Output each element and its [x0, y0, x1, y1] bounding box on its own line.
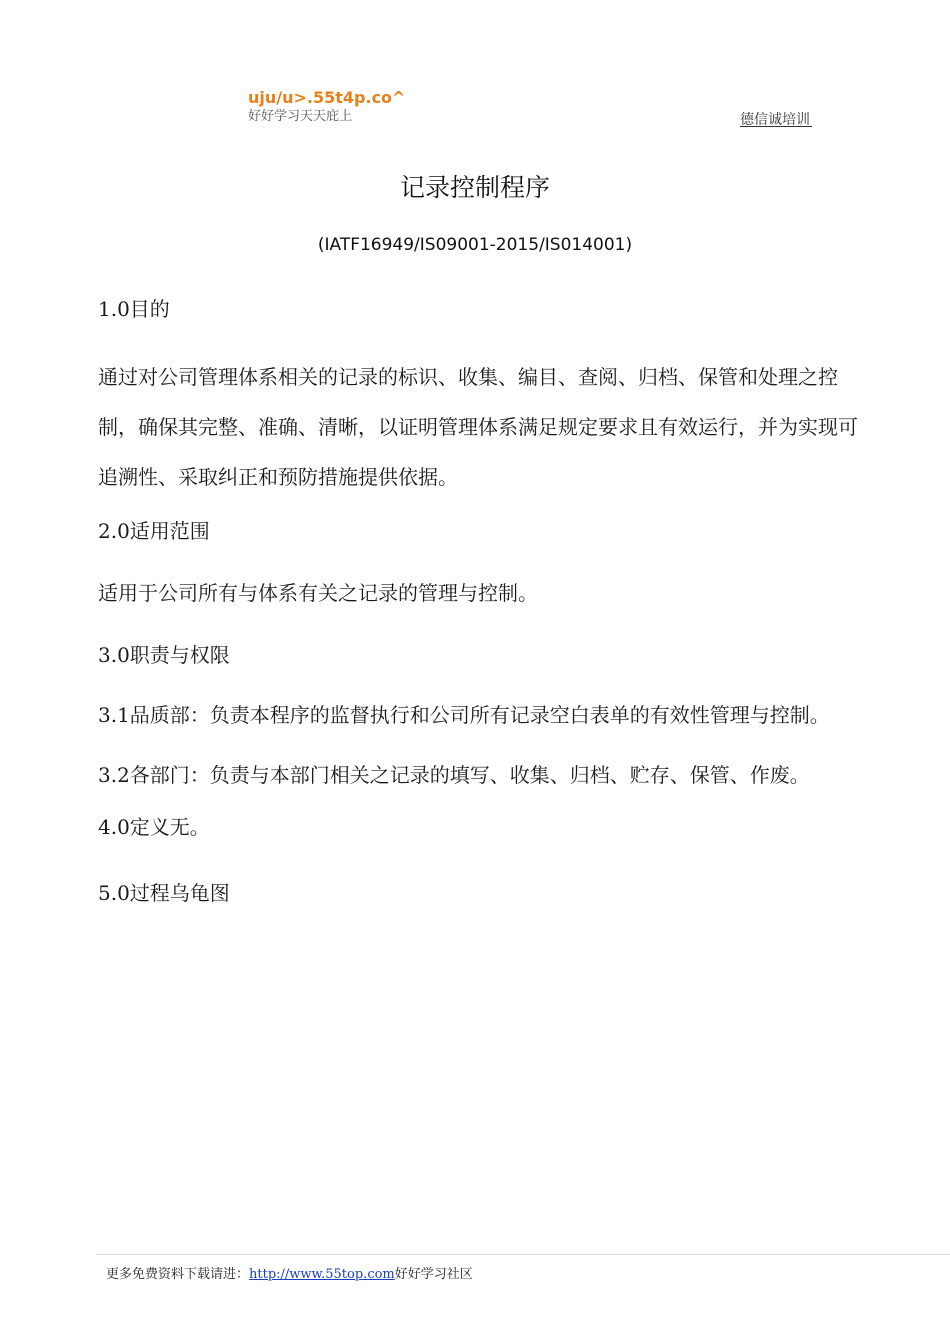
section-paragraph-purpose: 通过对公司管理体系相关的记录的标识、收集、编目、查阅、归档、保管和处理之控制，确保其完整、准确、清晰，以证明管理体系满足规定要求且有效运行，并为实现可追溯性、采取纠正和预防措施提供依据。	[98, 365, 858, 489]
section-paragraph-departments: 3.2各部门：负责与本部门相关之记录的填写、收集、归档、贮存、保管、作废。	[98, 763, 810, 787]
logo-main-text: uju/u>.55t4p.co^	[248, 88, 406, 107]
section-heading-turtle-diagram: 5.0过程乌龟图	[98, 881, 230, 905]
footer-prefix: 更多免费资料下载请进：	[106, 1267, 250, 1282]
document-subtitle: (IATF16949/IS09001-2015/IS014001)	[317, 235, 633, 255]
section-heading-purpose: 1.0目的	[98, 297, 170, 321]
section-heading-scope: 2.0适用范围	[98, 519, 210, 543]
section-heading-responsibilities: 3.0职责与权限	[98, 643, 230, 667]
section-paragraph-scope: 适用于公司所有与体系有关之记录的管理与控制。	[98, 581, 538, 605]
footer	[106, 1266, 473, 1284]
footer-divider	[96, 1254, 950, 1255]
logo-slogan: 好好学习天天庇上	[248, 109, 353, 124]
section-paragraph-quality-dept: 3.1品质部：负责本程序的监督执行和公司所有记录空白表单的有效性管理与控制。	[98, 703, 830, 727]
header-org-name: 德信诚培训	[740, 112, 810, 127]
document-body	[98, 292, 868, 910]
document-title: 记录控制程序	[399, 173, 550, 202]
site-logo	[248, 88, 468, 126]
footer-suffix: 好好学习社区	[394, 1267, 473, 1282]
footer-link[interactable]: http://www.55top.com	[249, 1267, 395, 1282]
section-heading-definitions: 4.0定义无。	[98, 815, 210, 839]
